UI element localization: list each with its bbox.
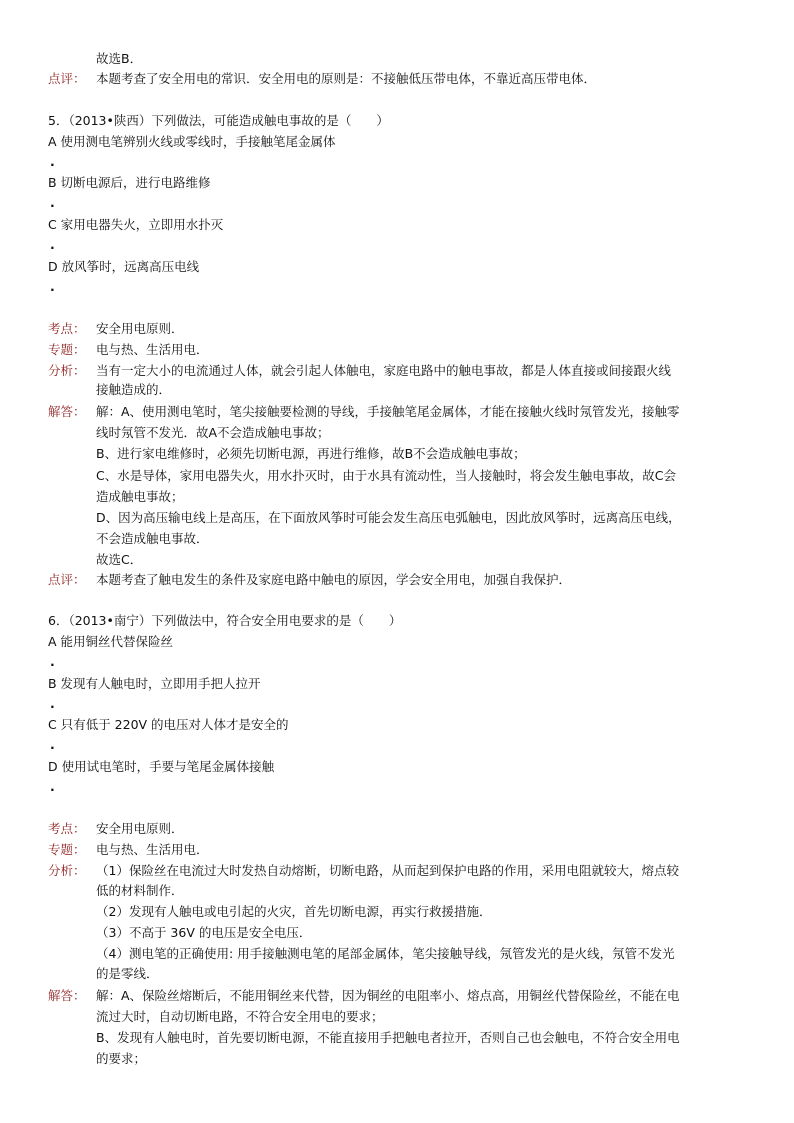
question-5-option-b: B 切断电源后，进行电路维修	[48, 175, 211, 190]
option-dot: .	[50, 654, 55, 669]
q5-answer-line: 解：A、使用测电笔时，笔尖接触要检测的导线，手接触笔尾金属体，才能在接触火线时氖管发光，接触零	[96, 404, 680, 419]
q5-answer-line: 故选C．	[96, 552, 143, 567]
question-6-stem: 6．（2013•南宁）下列做法中，符合安全用电要求的是（ ）	[48, 613, 402, 628]
q5-answer-line: 不会造成触电事故．	[96, 531, 209, 546]
q6-topic-text: 电与热、生活用电．	[96, 842, 209, 857]
option-dot: .	[50, 779, 55, 794]
option-dot: .	[50, 237, 55, 252]
option-dot: .	[50, 279, 55, 294]
q6-analysis-line: （4）测电笔的正确使用: 用手接触测电笔的尾部金属体，笔尖接触导线，氖管发光的是火线，氖管不发光	[96, 946, 675, 961]
q5-topic-text: 电与热、生活用电．	[96, 342, 209, 357]
q6-answer-line: B、发现有人触电时，首先要切断电源，不能直接用手把触电者拉开，否则自己也会触电，不符合安全用电	[96, 1030, 680, 1045]
option-dot: .	[50, 195, 55, 210]
q5-answer-line: 造成触电事故；	[96, 489, 184, 504]
q6-answer-line: 解：A、保险丝熔断后，不能用铜丝来代替，因为铜丝的电阻率小、熔点高，用铜丝代替保险丝，不能在电	[96, 988, 680, 1003]
q6-point-label: 考点：	[48, 821, 86, 836]
q5-answer-line: B、进行家电维修时，必须先切断电源，再进行维修，故B不会造成触电事故；	[96, 446, 526, 461]
q6-point-text: 安全用电原则．	[96, 821, 184, 836]
question-5-option-d: D 放风筝时，远离高压电线	[48, 259, 200, 274]
question-6-option-c: C 只有低于 220V 的电压对人体才是安全的	[48, 717, 289, 732]
q5-review-label: 点评：	[48, 572, 86, 587]
q6-analysis-line: （2）发现有人触电或电引起的火灾，首先切断电源，再实行救援措施．	[96, 904, 492, 919]
q5-point-text: 安全用电原则．	[96, 321, 184, 336]
q6-answer-line: 流过大时，自动切断电路，不符合安全用电的要求；	[96, 1009, 384, 1024]
q5-topic-label: 专题：	[48, 342, 86, 357]
q6-analysis-line: 低的材料制作．	[96, 883, 184, 898]
q5-answer-line: 线时氖管不发光．故A不会造成触电事故；	[96, 425, 330, 440]
question-5-option-c: C 家用电器失火，立即用水扑灭	[48, 217, 224, 232]
q5-point-label: 考点：	[48, 321, 86, 336]
q6-analysis-line: （1）保险丝在电流过大时发热自动熔断，切断电路，从而起到保护电路的作用，采用电阻就较大，熔点较	[96, 863, 679, 878]
previous-answer-conclusion: 故选B．	[96, 51, 143, 66]
q5-analysis-label: 分析：	[48, 363, 86, 378]
previous-review-text: 本题考查了安全用电的常识．安全用电的原则是：不接触低压带电体，不靠近高压带电体．	[96, 71, 597, 86]
q6-answer-line: 的要求；	[96, 1051, 147, 1066]
question-5-option-a: A 使用测电笔辨别火线或零线时，手接触笔尾金属体	[48, 134, 336, 149]
q5-answer-line: C、水是导体，家用电器失火，用水扑灭时，由于水具有流动性，当人接触时，将会发生触电事故，故C会	[96, 468, 676, 483]
q6-answer-label: 解答：	[48, 988, 86, 1003]
question-6-option-d: D 使用试电笔时，手要与笔尾金属体接触	[48, 759, 275, 774]
option-dot: .	[50, 696, 55, 711]
q6-analysis-line: （3）不高于 36V 的电压是安全电压．	[96, 925, 312, 940]
q5-answer-line: D、因为高压输电线上是高压，在下面放风筝时可能会发生高压电弧触电，因此放风筝时，远离高压电线，	[96, 510, 681, 525]
q5-answer-label: 解答：	[48, 404, 86, 419]
q6-analysis-label: 分析：	[48, 863, 86, 878]
q5-review-text: 本题考查了触电发生的条件及家庭电路中触电的原因，学会安全用电，加强自我保护．	[96, 572, 572, 587]
question-5-stem: 5．（2013•陕西）下列做法，可能造成触电事故的是（ ）	[48, 113, 389, 128]
question-6-option-b: B 发现有人触电时，立即用手把人拉开	[48, 676, 261, 691]
option-dot: .	[50, 154, 55, 169]
option-dot: .	[50, 737, 55, 752]
q5-analysis-line: 接触造成的．	[96, 382, 172, 397]
previous-review-label: 点评：	[48, 71, 86, 86]
q5-analysis-line: 当有一定大小的电流通过人体，就会引起人体触电，家庭电路中的触电事故，都是人体直接或间接跟火线	[96, 363, 672, 378]
q6-topic-label: 专题：	[48, 842, 86, 857]
q6-analysis-line: 的是零线．	[96, 966, 159, 981]
question-6-option-a: A 能用铜丝代替保险丝	[48, 634, 174, 649]
